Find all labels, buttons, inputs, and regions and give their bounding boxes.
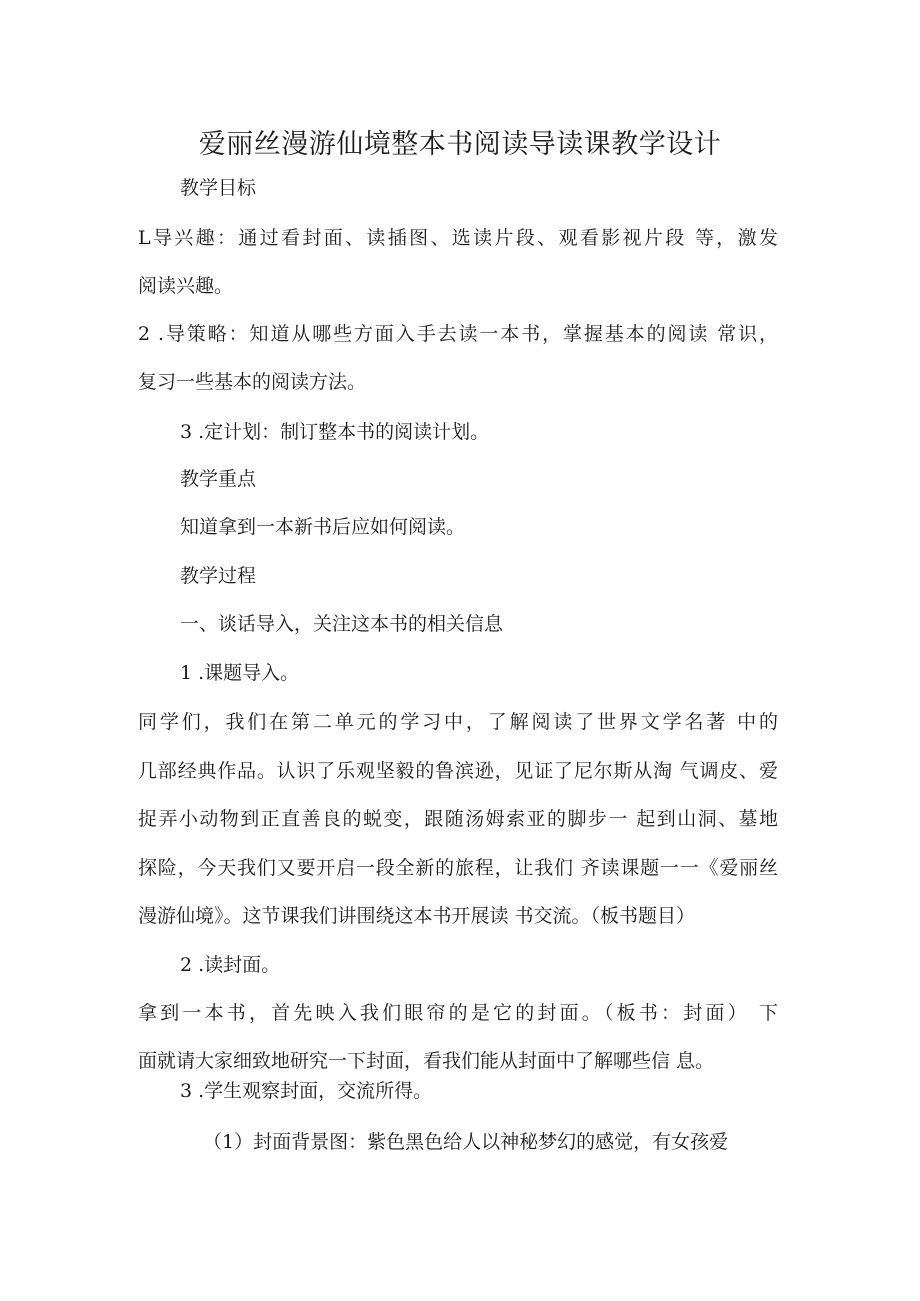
paragraph-line: 面就请大家细致地研究一下封面，看我们能从封面中了解哪些信 息。 [138, 1050, 715, 1072]
paragraph-line: 阅读兴趣。 [138, 275, 234, 297]
paragraph-line: 知道拿到一本新书后应如何阅读。 [180, 516, 466, 538]
paragraph-line: 探险，今天我们又要开启一段全新的旅程，让我们 齐读课题一一《爱丽丝 [138, 857, 778, 879]
paragraph-line: 拿到一本书，首先映入我们眼帘的是它的封面。（板书：封面） 下 [138, 1002, 778, 1024]
paragraph-line: 同学们，我们在第二单元的学习中，了解阅读了世界文学名著 中的 [138, 711, 778, 733]
list-item: 1 .课题导入。 [180, 662, 300, 684]
list-item: 2 .读封面。 [180, 954, 281, 976]
sub-list-item: （1）封面背景图：紫色黑色给人以神秘梦幻的感觉，有女孩爱 [203, 1131, 729, 1153]
list-item: 3 .学生观察封面，交流所得。 [180, 1080, 433, 1102]
paragraph-line: 3 .定计划：制订整本书的阅读计划。 [180, 421, 490, 443]
paragraph-line: 捉弄小动物到正直善良的蜕变，跟随汤姆索亚的脚步一 起到山洞、墓地 [138, 808, 778, 830]
section-heading: 一、谈话导入，关注这本书的相关信息 [180, 613, 504, 635]
paragraph-line: 漫游仙境》。这节课我们讲围绕这本书开展读 书交流。（板书题目） [138, 905, 696, 927]
document-title: 爱丽丝漫游仙境整本书阅读导读课教学设计 [198, 129, 722, 160]
heading-teaching-goals: 教学目标 [180, 177, 257, 199]
paragraph-line: 复习一些基本的阅读方法。 [138, 371, 367, 393]
heading-teaching-focus: 教学重点 [180, 468, 257, 490]
paragraph-line: L导兴趣：通过看封面、读插图、选读片段、观看影视片段 等，激发 [138, 227, 778, 249]
paragraph-line: 2 .导策略：知道从哪些方面入手去读一本书，掌握基本的阅读 常识， [138, 323, 778, 345]
paragraph-line: 几部经典作品。认识了乐观坚毅的鲁滨逊，见证了尼尔斯从淘 气调皮、爱 [138, 760, 778, 782]
heading-teaching-process: 教学过程 [180, 565, 257, 587]
